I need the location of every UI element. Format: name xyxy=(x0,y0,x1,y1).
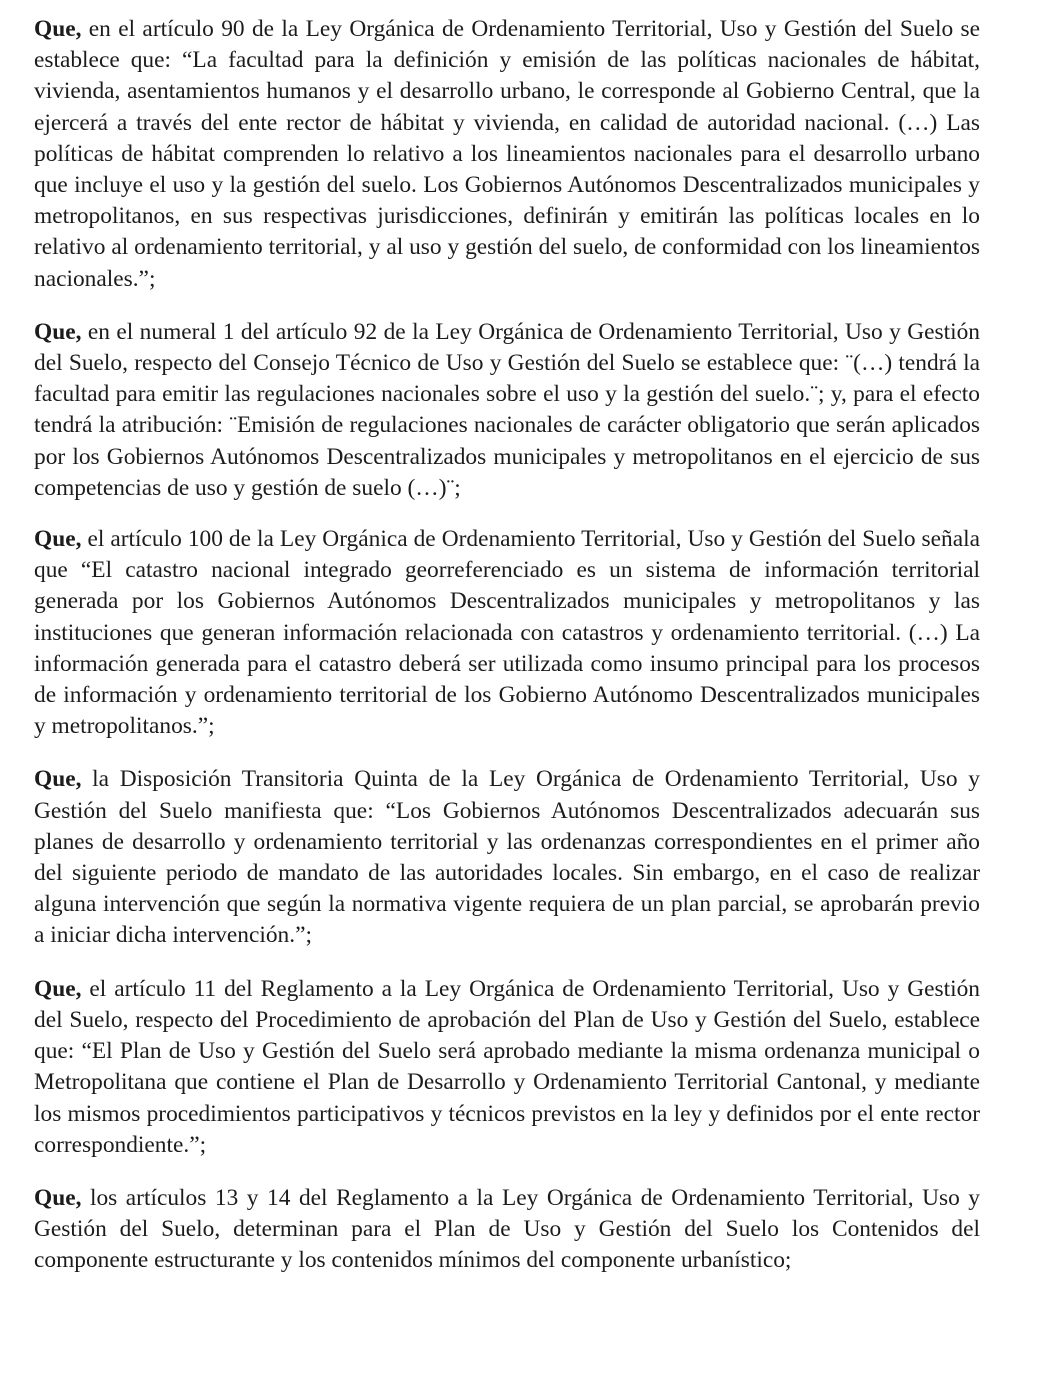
paragraph-lead: Que, xyxy=(34,766,82,793)
paragraph-lead: Que, xyxy=(34,1184,82,1211)
paragraph-article-92 xyxy=(34,317,980,504)
document-page xyxy=(34,14,980,1297)
paragraph-reglamento-article-11 xyxy=(34,974,980,1161)
paragraph-lead: Que, xyxy=(34,975,82,1002)
paragraph-reglamento-articles-13-14 xyxy=(34,1183,980,1277)
paragraph-article-90 xyxy=(34,14,980,295)
paragraph-article-100 xyxy=(34,524,980,742)
paragraph-lead: Que, xyxy=(34,318,82,345)
paragraph-text: el artículo 100 de la Ley Orgánica de Ordenamiento Territorial, Uso y Gestión del Suelo señala que “El catastro nacional integrado georreferenciado es un sistema de información territorial generada por los Gobiernos Autónomos Descentralizados municipales y metropolitanos y las instituciones que generan información relacionada con catastros y ordenamiento territorial. (…) La información generada para el catastro deberá ser utilizada como insumo principal para los procesos de información y ordenamiento territorial de los Gobierno Autónomo Descentralizados municipales y metropolitanos.”; xyxy=(34,526,980,740)
paragraph-lead: Que, xyxy=(34,526,82,553)
paragraph-text: el artículo 11 del Reglamento a la Ley Orgánica de Ordenamiento Territorial, Uso y Gestión del Suelo, respecto del Procedimiento de aprobación del Plan de Uso y Gestión del Suelo, establece que: “El Plan de Uso y Gestión del Suelo será aprobado mediante la misma ordenanza municipal o Metropolitana que contiene el Plan de Desarrollo y Ordenamiento Territorial Cantonal, y mediante los mismos procedimientos participativos y técnicos previstos en la ley y definidos por el ente rector correspondiente.”; xyxy=(34,975,980,1158)
paragraph-text: los artículos 13 y 14 del Reglamento a la Ley Orgánica de Ordenamiento Territorial, Uso y Gestión del Suelo, determinan para el Plan de Uso y Gestión del Suelo los Contenidos del componente estructurante y los contenidos mínimos del componente urbanístico; xyxy=(34,1184,980,1274)
paragraph-transitoria-quinta xyxy=(34,764,980,951)
paragraph-lead: Que, xyxy=(34,16,82,42)
paragraph-text: en el numeral 1 del artículo 92 de la Ley Orgánica de Ordenamiento Territorial, Uso y Gestión del Suelo, respecto del Consejo Técnico de Uso y Gestión del Suelo se establece que: ¨(…) tendrá la facultad para emitir las regulaciones nacionales sobre el uso y la gestión del suelo.¨; y, para el efecto tendrá la atribución: ¨Emisión de regulaciones nacionales de carácter obligatorio que serán aplicados por los Gobiernos Autónomos Descentralizados municipales y metropolitanos en el ejercicio de sus competencias de uso y gestión de suelo (…)¨; xyxy=(34,318,980,501)
paragraph-text: la Disposición Transitoria Quinta de la Ley Orgánica de Ordenamiento Territorial, Uso y Gestión del Suelo manifiesta que: “Los Gobiernos Autónomos Descentralizados adecuarán sus planes de desarrollo y ordenamiento territorial y las ordenanzas correspondientes en el primer año del siguiente periodo de mandato de las autoridades locales. Sin embargo, en el caso de realizar alguna intervención que según la normativa vigente requiera de un plan parcial, se aprobarán previo a iniciar dicha intervención.”; xyxy=(34,766,980,949)
paragraph-text: en el artículo 90 de la Ley Orgánica de Ordenamiento Territorial, Uso y Gestión del Suelo se establece que: “La facultad para la definición y emisión de las políticas nacionales de hábitat, vivienda, asentamientos humanos y el desarrollo urbano, le corresponde al Gobierno Central, que la ejercerá a través del ente rector de hábitat y vivienda, en calidad de autoridad nacional. (…) Las políticas de hábitat comprenden lo relativo a los lineamientos nacionales para el desarrollo urbano que incluye el uso y la gestión del suelo. Los Gobiernos Autónomos Descentralizados municipales y metropolitanos, en sus respectivas jurisdicciones, definirán y emitirán las políticas locales en lo relativo al ordenamiento territorial, y al uso y gestión del suelo, de conformidad con los lineamientos nacionales.”; xyxy=(34,16,980,292)
